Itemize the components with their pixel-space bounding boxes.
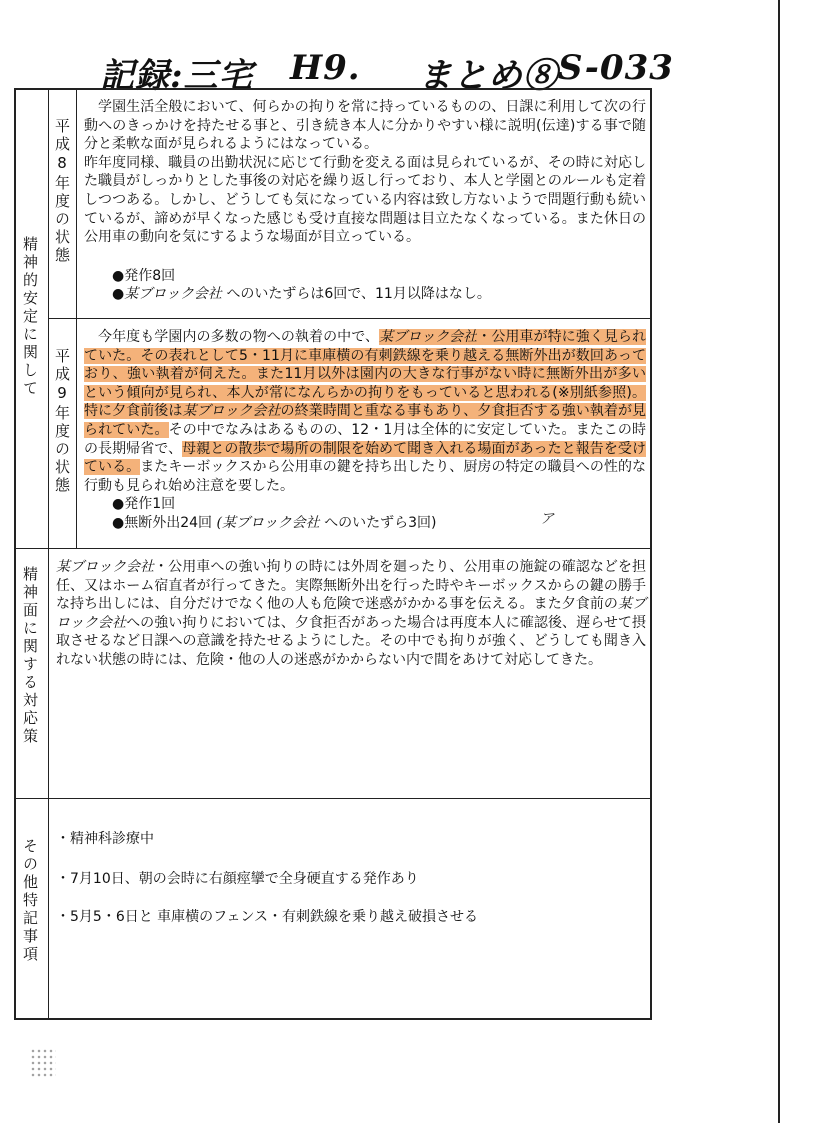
h9-paragraph: 今年度も学園内の多数の物への執着の中で、某ブロック会社・公用車が特に強く見られていた。その表れとして5・11月に車庫横の有刺鉄線を乗り越える無断外出が数回あっており、強い執着が伺えた。また11月以外は園内の大きな行事がない時に無断外出が多いという傾向が見られ、本人が常になんらかの拘りをもっていると思われる(※別紙参照)。特に夕食前後は某ブロック会社の終業時間と重なる事もあり、夕食拒否する強い執着が見られていた。その中でなみはあるものの、12・1月は全体的に安定していた。またこの時の長期帰省で、母親との散歩で場所の制限を始めて聞き入れる場面があったと報告を受けている。またキーボックスから公用車の鍵を持ち出したり、厨房の特定の職員への性的な行動も見られ始め注意を要した。 — [84, 329, 647, 494]
row-divider-h8-h9 — [48, 318, 652, 319]
header-case-id: S-033 — [558, 48, 674, 88]
h8-mischief-text: へのいたずらは6回で、11月以降はなし。 — [226, 286, 491, 303]
scan-noise-dots — [30, 1048, 56, 1078]
h9-handwritten-company-1: 某ブロック会社 — [379, 329, 478, 345]
countermeasures-paragraph: 某ブロック会社・公用車への強い拘りの時には外周を廻ったり、公用車の施錠の確認などを担任、又はホーム宿直者が行ってきた。実際無断外出を行った時やキーボックスからの鍵の勝手な持ち出しには、自分だけでなく他の人も危険で迷惑がかかる事を伝える。また夕食前の某ブロック会社への強い拘りにおいては、夕食拒否があった場合は再度本人に確認後、遅らせて摂取させるなど日課への意識を持たせるようにした。その中でも拘りが強く、どうしても聞き入れない状態の時には、危険・他の人の迷惑がかからない内で間をあけて対応してきた。 — [56, 559, 647, 668]
cm-handwritten-company-1: 某ブロック会社 — [56, 559, 155, 575]
h8-paragraph-2: 昨年度同様、職員の出勤状況に応じて行動を変える面は見られているが、その時に対応した職員がしっかりとした事後の対応を繰り返し行っており、本人と学園とのルールも定着しつつある。しかし、どうしても気になっている内容は致し方ないようで問題行動も続いているが、諦めが早くなった感じも受け直接な問題は目立たなくなっている。また休日の公用車の動向を気にするような場面が目立っている。 — [84, 154, 646, 246]
countermeasures-body — [56, 558, 646, 670]
h9-body — [84, 328, 646, 533]
h8-paragraph-1: 学園生活全般において、何らかの拘りを常に持っているものの、日課に利用して次の行動へのきっかけを持たせる事と、引き続き本人に分かりやすい様に説明(伝達)する事で随分と柔軟な面が見られるようにはなっている。 — [84, 99, 646, 153]
row-divider-section2 — [14, 548, 652, 549]
year-label-h8: 平成8年度の状態 — [53, 118, 71, 265]
h8-handwritten-company: ●某ブロック会社 — [112, 286, 222, 303]
note-seizure-july: ・7月10日、朝の会時に右顔痙攣で全身硬直する発作あり — [56, 871, 419, 887]
note-fence-damage: ・5月5・6日と 車庫横のフェンス・有刺鉄線を乗り越え破損させる — [56, 909, 479, 925]
header-summary-number: まとめ⑧ — [418, 56, 558, 96]
section-label-countermeasures: 精神面に関する対応策 — [21, 566, 39, 746]
header-recorder: 記録:三宅 — [100, 56, 254, 96]
h9-handwritten-company-3: (某ブロック会社 — [216, 514, 320, 531]
section-label-mental-stability: 精神的安定に関して — [21, 236, 39, 398]
h9-seizure-count: ●発作1回 — [112, 496, 176, 513]
h9-absence-count: ●無断外出24回 (某ブロック会社 へのいたずら3回) — [112, 514, 437, 531]
year-label-h9: 平成9年度の状態 — [53, 348, 71, 495]
h8-seizure-count: ●発作8回 — [112, 267, 176, 284]
note-psychiatric-care: ・精神科診療中 — [56, 831, 154, 847]
col-divider-label — [48, 88, 49, 548]
h9-handwritten-company-2: 某ブロック会社 — [182, 403, 281, 420]
margin-handwritten-mark: ア — [540, 511, 554, 527]
section-label-other-notes: その他特記事項 — [21, 838, 39, 964]
col-divider-lower — [48, 548, 49, 1020]
h8-mischief-count — [84, 285, 646, 304]
page-edge-line — [778, 0, 780, 1123]
header-year: H9. — [290, 48, 361, 88]
row-divider-section3 — [14, 798, 652, 799]
cm-handwritten-company-2: 某ブロック会社 — [56, 596, 647, 631]
col-divider-year — [76, 88, 77, 548]
h9-highlight-mother-walk: 母親との散歩で場所の制限を始めて聞き入れる場面があったと報告を受けている。 — [84, 440, 646, 476]
h8-body — [84, 98, 646, 304]
